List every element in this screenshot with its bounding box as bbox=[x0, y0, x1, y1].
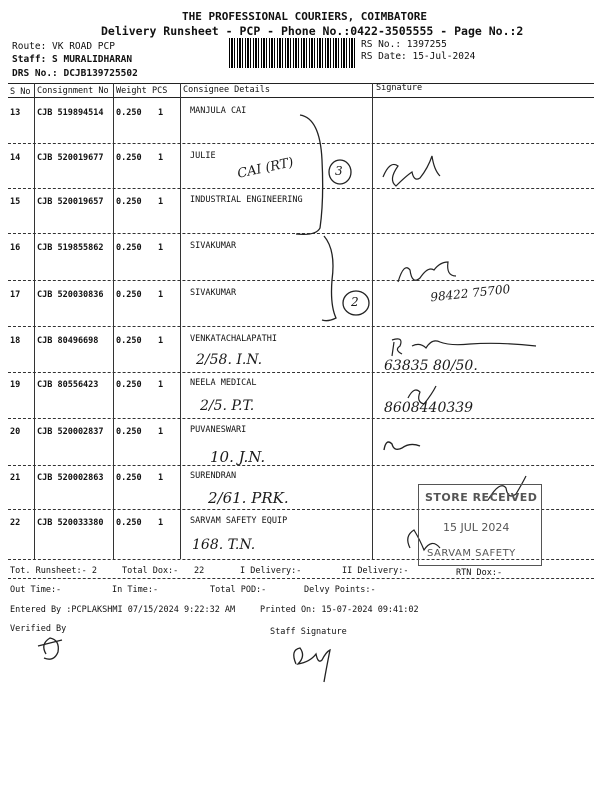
row-sno: 18 bbox=[10, 336, 21, 346]
row-weight: 0.250 bbox=[116, 473, 142, 483]
row-consignment: CJB 520002837 bbox=[37, 427, 104, 437]
circle-number-2: 2 bbox=[351, 295, 359, 309]
col-pcs: PCS bbox=[152, 86, 168, 96]
row-weight: 0.250 bbox=[116, 290, 142, 300]
verified-signature-mark bbox=[38, 638, 62, 659]
delvy-points: Delvy Points:- bbox=[304, 585, 376, 595]
stamp-line-3: SARVAM SAFETY bbox=[427, 548, 516, 559]
row-consignment: CJB 520019657 bbox=[37, 197, 104, 207]
row-pcs: 1 bbox=[158, 473, 164, 483]
row-pcs: 1 bbox=[158, 108, 164, 118]
row-pcs: 1 bbox=[158, 243, 164, 253]
drs-number: DRS No.: DCJB139725502 bbox=[12, 68, 138, 79]
handwritten-address-row19: 2/5. P.T. bbox=[200, 398, 255, 414]
row-consignee: PUVANESWARI bbox=[190, 425, 247, 435]
bracket-stroke bbox=[322, 236, 336, 321]
row-consignee: SURENDRAN bbox=[190, 471, 237, 481]
handwritten-address-row18: 2/58. I.N. bbox=[196, 352, 263, 368]
total-pod: Total POD:- bbox=[210, 585, 267, 595]
handwritten-cai-rt: CAI (RT) bbox=[236, 155, 295, 182]
row-consignment: CJB 520002863 bbox=[37, 473, 104, 483]
ii-delivery: II Delivery:- bbox=[342, 566, 409, 576]
row-sno: 19 bbox=[10, 380, 21, 390]
col-consignee: Consignee Details bbox=[183, 85, 270, 95]
row-consignment: CJB 519855862 bbox=[37, 243, 104, 253]
row-consignee: VENKATACHALAPATHI bbox=[190, 334, 277, 344]
row-pcs: 1 bbox=[158, 518, 164, 528]
handwritten-phone-row18: 63835 80/50. bbox=[384, 358, 478, 374]
in-time: In Time:- bbox=[112, 585, 159, 595]
row-pcs: 1 bbox=[158, 380, 164, 390]
col-signature: Signature bbox=[376, 83, 423, 93]
row-weight: 0.250 bbox=[116, 518, 142, 528]
tot-runsheet: Tot. Runsheet:- 2 bbox=[10, 566, 97, 576]
row-consignee: MANJULA CAI bbox=[190, 106, 247, 116]
row-weight: 0.250 bbox=[116, 243, 142, 253]
rtn-dox: RTN Dox:- bbox=[456, 568, 503, 578]
row-consignee: NEELA MEDICAL bbox=[190, 378, 257, 388]
row-sno: 21 bbox=[10, 473, 21, 483]
row-weight: 0.250 bbox=[116, 153, 142, 163]
row-sno: 17 bbox=[10, 290, 21, 300]
row-sno: 22 bbox=[10, 518, 21, 528]
signature-row20 bbox=[384, 442, 420, 450]
row-weight: 0.250 bbox=[116, 380, 142, 390]
total-dox-label: Total Dox:- bbox=[122, 566, 179, 576]
received-stamp bbox=[418, 484, 542, 566]
printed-on: Printed On: 15-07-2024 09:41:02 bbox=[260, 605, 419, 615]
row-sno: 13 bbox=[10, 108, 21, 118]
row-weight: 0.250 bbox=[116, 427, 142, 437]
entered-by: Entered By :PCPLAKSHMI 07/15/2024 9:22:32 AM bbox=[10, 605, 236, 615]
row-pcs: 1 bbox=[158, 153, 164, 163]
row-pcs: 1 bbox=[158, 427, 164, 437]
staff-signature-label: Staff Signature bbox=[270, 627, 347, 637]
row-consignment: CJB 80496698 bbox=[37, 336, 99, 346]
signature-row16 bbox=[398, 262, 456, 282]
verified-by: Verified By bbox=[10, 624, 67, 634]
runsheet-subtitle: Delivery Runsheet - PCP - Phone No.:0422-3505555 - Page No.:2 bbox=[101, 24, 524, 38]
circle-number-3: 3 bbox=[335, 164, 343, 178]
row-consignee: INDUSTRIAL ENGINEERING bbox=[190, 195, 303, 205]
row-consignee: SIVAKUMAR bbox=[190, 288, 237, 298]
row-weight: 0.250 bbox=[116, 108, 142, 118]
handwritten-address-row21: 2/61. PRK. bbox=[208, 489, 289, 507]
row-consignment: CJB 520019677 bbox=[37, 153, 104, 163]
signature-row14 bbox=[383, 156, 440, 186]
bracket-stroke bbox=[296, 115, 323, 234]
row-sno: 20 bbox=[10, 427, 21, 437]
row-consignment: CJB 519894514 bbox=[37, 108, 104, 118]
row-consignee: JULIE bbox=[190, 151, 216, 161]
row-consignment: CJB 80556423 bbox=[37, 380, 99, 390]
row-weight: 0.250 bbox=[116, 336, 142, 346]
row-sno: 16 bbox=[10, 243, 21, 253]
staff-label: Staff: S MURALIDHARAN bbox=[12, 54, 133, 65]
row-consignee: SIVAKUMAR bbox=[190, 241, 237, 251]
row-consignment: CJB 520030836 bbox=[37, 290, 104, 300]
company-title: THE PROFESSIONAL COURIERS, COIMBATORE bbox=[182, 10, 428, 23]
stamp-line-1: STORE RECEIVED bbox=[425, 491, 538, 504]
total-dox-value: 22 bbox=[194, 566, 205, 576]
row-pcs: 1 bbox=[158, 290, 164, 300]
i-delivery: I Delivery:- bbox=[240, 566, 302, 576]
handwritten-address-row22: 168. T.N. bbox=[192, 537, 256, 553]
rs-date: RS Date: 15-Jul-2024 bbox=[361, 51, 476, 62]
out-time: Out Time:- bbox=[10, 585, 62, 595]
col-consignment: Consignment No bbox=[37, 86, 109, 96]
stamp-line-2: 15 JUL 2024 bbox=[443, 521, 510, 534]
handwritten-phone-row19: 8608440339 bbox=[384, 400, 474, 416]
row-sno: 14 bbox=[10, 153, 21, 163]
rs-number: RS No.: 1397255 bbox=[361, 39, 447, 50]
row-sno: 15 bbox=[10, 197, 21, 207]
row-pcs: 1 bbox=[158, 197, 164, 207]
footer-rule bbox=[8, 578, 594, 579]
col-weight: Weight bbox=[116, 86, 147, 96]
handwritten-address-row20: 10. J.N. bbox=[210, 448, 266, 466]
handwritten-row17-numbers: 98422 75700 bbox=[429, 282, 511, 305]
row-pcs: 1 bbox=[158, 336, 164, 346]
row-consignment: CJB 520033380 bbox=[37, 518, 104, 528]
col-sno: S No bbox=[10, 87, 31, 97]
row-weight: 0.250 bbox=[116, 197, 142, 207]
signature-row18 bbox=[392, 339, 536, 356]
row-consignee: SARVAM SAFETY EQUIP bbox=[190, 516, 288, 526]
staff-signature-mark bbox=[294, 648, 330, 682]
route-label: Route: VK ROAD PCP bbox=[12, 41, 115, 52]
